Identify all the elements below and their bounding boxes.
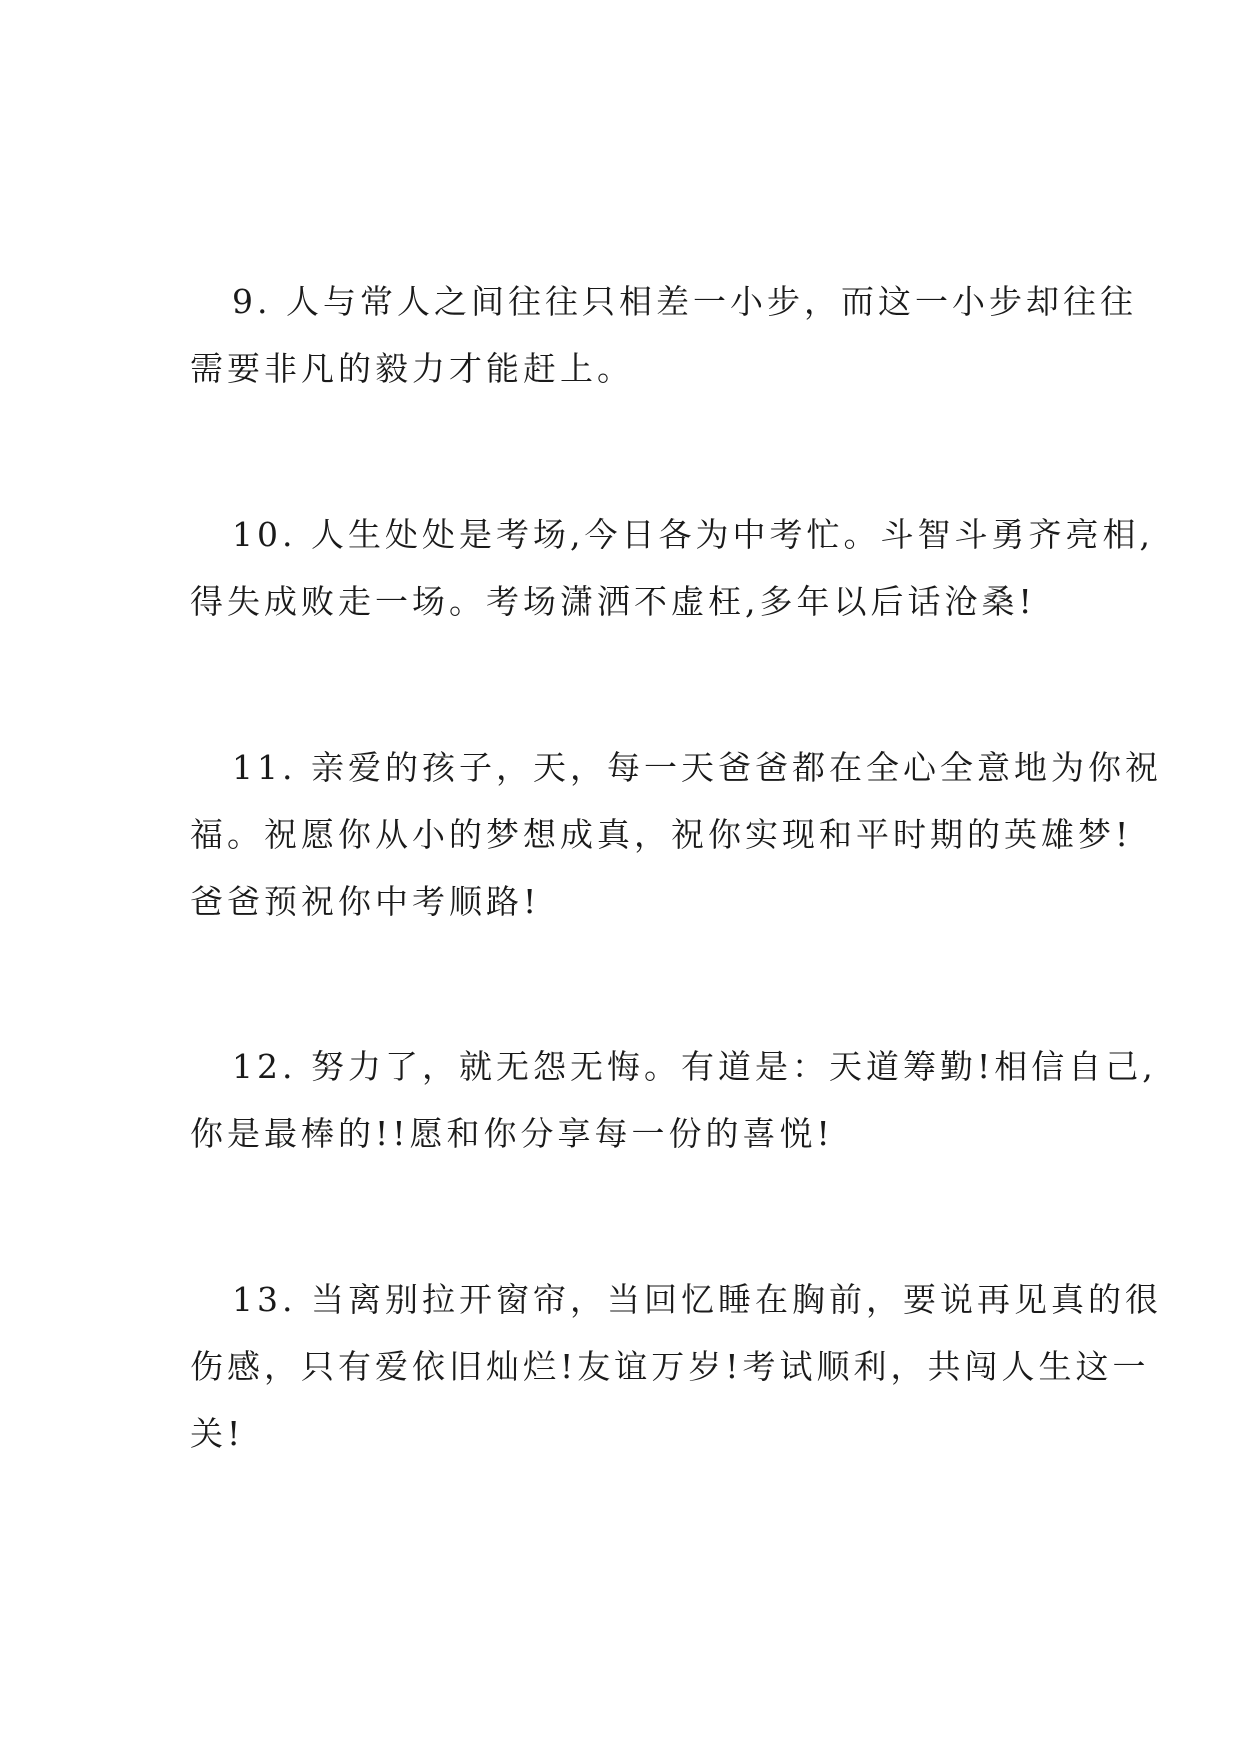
paragraph-13: [190, 1266, 1162, 1467]
paragraph-10: [190, 501, 1154, 635]
paragraph-line: 关!: [190, 1414, 245, 1453]
paragraph-line: 9. 人与常人之间往往只相差一小步，而这一小步却往往: [232, 282, 1137, 321]
paragraph-line: 11. 亲爱的孩子，天，每一天爸爸都在全心全意地为你祝: [232, 748, 1162, 787]
paragraph-line: 爸爸预祝你中考顺路!: [190, 882, 541, 921]
paragraph-line: 伤感，只有爱依旧灿烂!友谊万岁!考试顺利，共闯人生这一: [190, 1347, 1150, 1386]
paragraph-line: 得失成败走一场。考场潇洒不虚枉,多年以后话沧桑!: [190, 582, 1036, 621]
paragraph-line: 12. 努力了，就无怨无悔。有道是：天道筹勤!相信自己,: [232, 1047, 1157, 1086]
paragraph-line: 福。祝愿你从小的梦想成真，祝你实现和平时期的英雄梦!: [190, 815, 1133, 854]
paragraph-line: 需要非凡的毅力才能赶上。: [190, 349, 634, 388]
paragraph-12: [190, 1033, 1157, 1167]
paragraph-line: 13. 当离别拉开窗帘，当回忆睡在胸前，要说再见真的很: [232, 1280, 1162, 1319]
paragraph-line: 10. 人生处处是考场,今日各为中考忙。斗智斗勇齐亮相,: [232, 515, 1154, 554]
paragraph-11: [190, 734, 1162, 935]
paragraph-9: [190, 268, 1137, 402]
paragraph-line: 你是最棒的!!愿和你分享每一份的喜悦!: [190, 1114, 834, 1153]
